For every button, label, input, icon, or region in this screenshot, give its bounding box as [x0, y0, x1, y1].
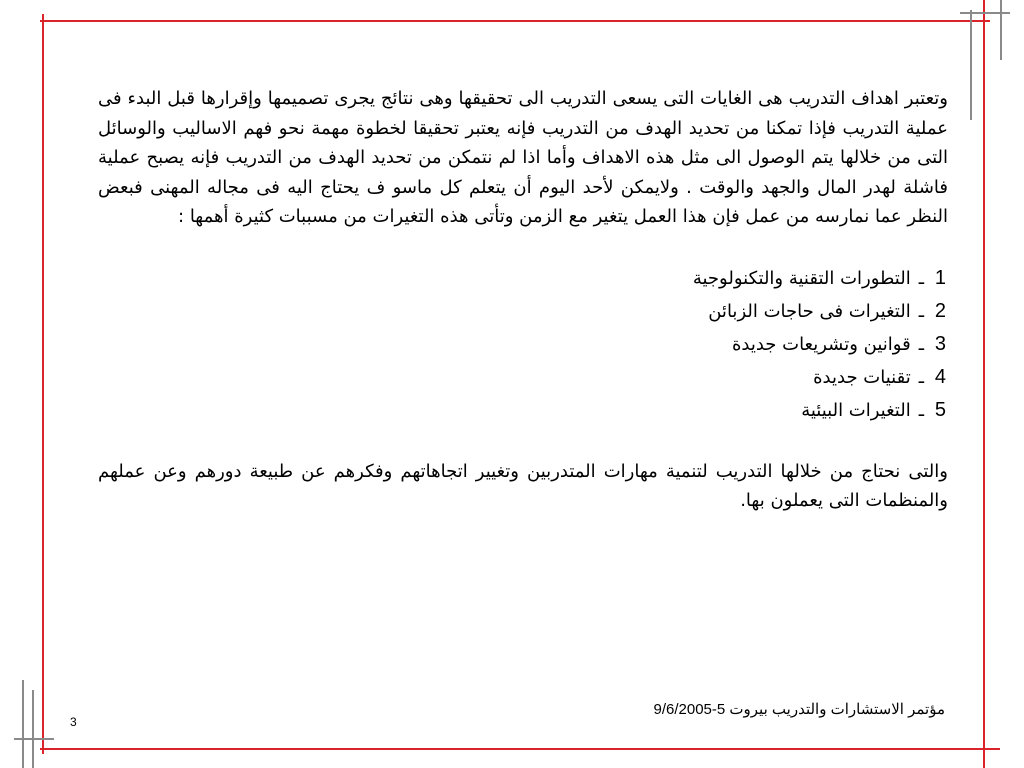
frame-right-gray-line-2: [1000, 0, 1002, 60]
list-item: [98, 361, 948, 394]
causes-list: [98, 262, 948, 427]
frame-bottom-line: [40, 748, 1000, 750]
list-item-number: 5: [934, 398, 946, 421]
footer-conference-text: مؤتمر الاستشارات والتدريب بيروت 5-9/6/2005: [653, 701, 945, 718]
frame-left-gray-line-1: [22, 680, 24, 768]
list-item: [98, 295, 948, 328]
list-item-number: 1: [934, 266, 946, 289]
list-item-text: التغيرات فى حاجات الزبائن: [708, 300, 911, 322]
list-item-separator: ـ: [918, 300, 924, 322]
list-item-number: 3: [934, 332, 946, 355]
list-item: [98, 394, 948, 427]
list-item-separator: ـ: [918, 366, 924, 388]
spacer: [98, 232, 948, 262]
intro-paragraph: وتعتبر اهداف التدريب هى الغايات التى يسعى التدريب الى تحقيقها وهى نتائج يجرى تصميمها وإقرارها قبل البدء فى عملية التدريب فإذا تمكنا من تحديد الهدف من التدريب فإنه يعتبر تحقيقا لخطوة مهمة نحو فهم الاساليب والوسائل التى من خلالها يتم الوصول الى مثل هذه الاهداف وأما اذا لم نتمكن من تحديد الهدف من التدريب فإنه يصبح عملية فاشلة لهدر المال والجهد والوقت . ولايمكن لأحد اليوم أن يتعلم كل ماسو ف يحتاج اليه فى مجاله المهنى فبعض النظر عما نمارسه من عمل فإن هذا العمل يتغير مع الزمن وتأتى هذه التغيرات من مسببات كثيرة أهمها :: [98, 88, 948, 227]
list-item-number: 4: [934, 365, 946, 388]
frame-left-gray-line-2: [32, 690, 34, 768]
spacer: [98, 427, 948, 457]
list-item-separator: ـ: [918, 333, 924, 355]
page-number: 3: [70, 715, 77, 729]
list-item-separator: ـ: [918, 267, 924, 289]
frame-top-right-gray-line: [960, 12, 1010, 14]
slide-body: [98, 84, 948, 516]
list-item: [98, 262, 948, 295]
frame-left-line: [42, 14, 44, 754]
list-item-text: التغيرات البيئية: [801, 399, 911, 421]
list-item-separator: ـ: [918, 399, 924, 421]
frame-top-line: [40, 20, 990, 22]
frame-right-line: [983, 0, 985, 768]
list-item-text: تقنيات جديدة: [813, 366, 911, 388]
list-item-text: التطورات التقنية والتكنولوجية: [692, 267, 911, 289]
list-item-text: قوانين وتشريعات جديدة: [731, 333, 911, 355]
closing-paragraph: والتى نحتاج من خلالها التدريب لتنمية مهارات المتدربين وتغيير اتجاهاتهم وفكرهم عن طبيعة دورهم وعن عملهم والمنظمات التى يعملون بها.: [98, 460, 948, 511]
list-item-number: 2: [934, 299, 946, 322]
frame-right-gray-line-1: [970, 10, 972, 120]
frame-bottom-left-gray-line: [14, 738, 54, 740]
list-item: [98, 328, 948, 361]
